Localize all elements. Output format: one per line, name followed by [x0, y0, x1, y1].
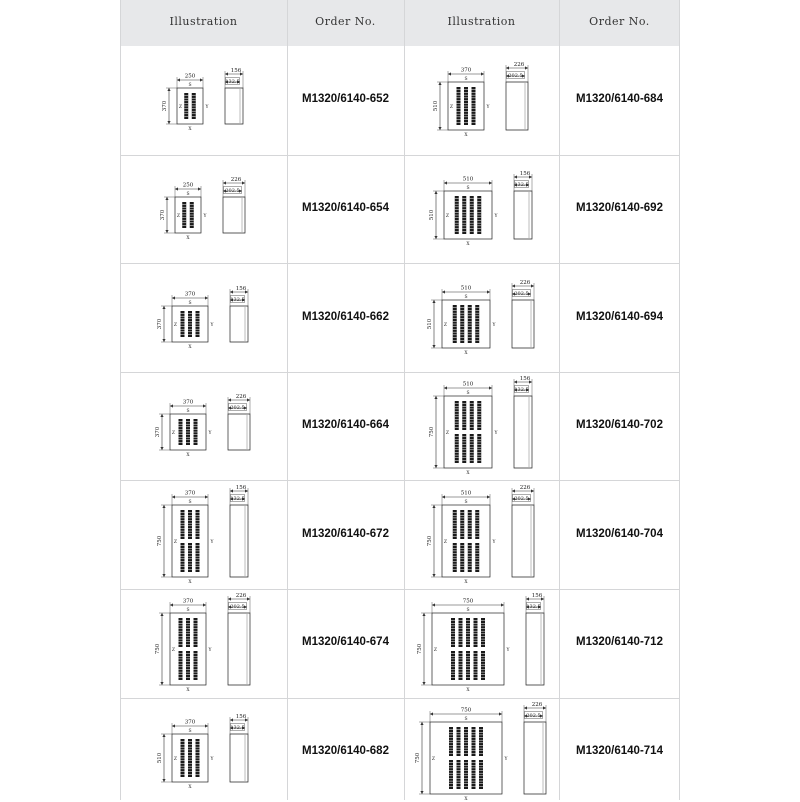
width-dimension: 510 — [460, 285, 471, 291]
depth-dimension: 226 — [531, 701, 542, 708]
front-view — [429, 382, 499, 477]
width-dimension: 250 — [184, 73, 195, 80]
enclosure-illustration — [407, 50, 557, 150]
breaker-module — [460, 543, 464, 572]
front-view — [427, 285, 497, 356]
order-number: M1320/6140-654 — [302, 202, 389, 214]
depth-dimension: 226 — [519, 484, 530, 491]
depth-dimension: 156 — [531, 593, 542, 600]
inner-depth-dimension: 132.5 — [229, 495, 245, 502]
enclosure-illustration — [129, 159, 279, 259]
front-view — [429, 176, 499, 247]
breaker-module — [467, 510, 471, 539]
face-label-right: Y — [492, 322, 495, 328]
face-label-right: Y — [504, 756, 507, 762]
front-view — [155, 400, 213, 459]
face-label-left: Z — [433, 648, 437, 654]
breaker-module — [464, 760, 468, 789]
header-illustration-1: Illustration — [169, 15, 238, 28]
column-divider — [120, 0, 121, 800]
enclosure-illustration — [129, 376, 279, 476]
height-dimension: 750 — [156, 535, 163, 546]
face-label-left: Z — [173, 539, 177, 545]
face-label-left: Z — [443, 539, 447, 545]
face-label-left: Z — [171, 431, 175, 437]
height-dimension: 510 — [432, 101, 439, 112]
depth-dimension: 226 — [235, 394, 246, 401]
breaker-module — [180, 543, 184, 572]
depth-dimension: 156 — [519, 376, 530, 383]
face-label-bottom: X — [187, 344, 192, 350]
face-label-left: Z — [431, 756, 435, 762]
order-number: M1320/6140-704 — [576, 528, 663, 540]
breaker-module — [477, 434, 481, 463]
front-view — [155, 599, 213, 694]
enclosure-illustration — [407, 376, 557, 476]
width-dimension: 250 — [182, 182, 193, 189]
enclosure-illustration — [407, 485, 557, 585]
face-label-left: Z — [443, 322, 447, 328]
face-label-bottom: X — [187, 127, 192, 133]
face-label-bottom: X — [463, 350, 468, 356]
face-label-left: Z — [173, 756, 177, 762]
face-label-left: Z — [171, 648, 175, 654]
face-label-bottom: X — [185, 235, 190, 241]
breaker-module — [180, 510, 184, 539]
height-dimension: 370 — [161, 101, 168, 112]
side-view — [514, 376, 532, 468]
face-label-right: Y — [486, 105, 489, 111]
breaker-module — [195, 543, 199, 572]
inner-depth-dimension: 202.5 — [224, 187, 240, 194]
face-label-right: Y — [494, 213, 497, 219]
breaker-module — [466, 618, 470, 647]
face-label-right: Y — [506, 648, 509, 654]
order-number: M1320/6140-712 — [576, 636, 663, 648]
front-view — [433, 68, 491, 139]
side-view — [514, 171, 532, 239]
face-label-top: S — [463, 716, 468, 722]
face-label-right: Y — [492, 539, 495, 545]
face-label-bottom: X — [465, 688, 470, 694]
width-dimension: 510 — [462, 381, 473, 388]
front-view — [417, 599, 511, 694]
order-number: M1320/6140-702 — [576, 419, 663, 431]
product-table — [120, 0, 680, 800]
face-label-top: S — [463, 77, 468, 83]
enclosure-illustration — [129, 702, 279, 802]
breaker-module — [456, 727, 460, 756]
side-view — [506, 62, 528, 130]
breaker-module — [458, 651, 462, 680]
depth-dimension: 156 — [235, 713, 246, 720]
width-dimension: 370 — [182, 399, 193, 406]
row-divider — [120, 155, 680, 156]
face-label-right: Y — [210, 756, 213, 762]
breaker-module — [452, 510, 456, 539]
height-dimension: 370 — [156, 318, 163, 329]
front-view — [160, 182, 208, 241]
enclosure-illustration — [407, 702, 557, 802]
depth-dimension: 156 — [519, 170, 530, 177]
width-dimension: 370 — [184, 719, 195, 726]
breaker-module — [475, 510, 479, 539]
width-dimension: 370 — [460, 67, 471, 74]
inner-depth-dimension: 132.5 — [513, 387, 529, 394]
depth-dimension: 156 — [235, 285, 246, 292]
breaker-module — [454, 401, 458, 430]
face-label-top: S — [465, 608, 470, 614]
breaker-module — [481, 651, 485, 680]
table-header — [120, 0, 680, 46]
breaker-module — [195, 510, 199, 539]
width-dimension: 370 — [182, 598, 193, 605]
face-label-right: Y — [205, 105, 208, 111]
breaker-module — [178, 618, 182, 647]
enclosure-illustration — [407, 593, 557, 693]
face-label-top: S — [187, 300, 192, 306]
side-view — [524, 702, 546, 794]
breaker-module — [449, 727, 453, 756]
breaker-module — [188, 510, 192, 539]
order-number: M1320/6140-692 — [576, 202, 663, 214]
order-number: M1320/6140-714 — [576, 745, 663, 757]
breaker-module — [479, 760, 483, 789]
order-number: M1320/6140-672 — [302, 528, 389, 540]
height-dimension: 750 — [154, 644, 161, 655]
face-label-left: Z — [445, 431, 449, 437]
front-view — [427, 490, 497, 585]
column-divider — [404, 0, 405, 800]
face-label-top: S — [187, 728, 192, 734]
face-label-left: Z — [449, 105, 453, 111]
inner-depth-dimension: 132.5 — [513, 181, 529, 188]
inner-depth-dimension: 202.5 — [229, 604, 245, 611]
row-divider — [120, 698, 680, 699]
height-dimension: 510 — [156, 752, 163, 764]
face-label-right: Y — [494, 431, 497, 437]
inner-depth-dimension: 132.5 — [224, 79, 240, 86]
face-label-right: Y — [208, 431, 211, 437]
side-view — [228, 394, 250, 450]
row-divider — [120, 263, 680, 264]
inner-depth-dimension: 202.5 — [525, 712, 541, 719]
face-label-left: Z — [445, 213, 449, 219]
face-label-left: Z — [176, 213, 180, 219]
depth-dimension: 226 — [230, 176, 241, 183]
inner-depth-dimension: 202.5 — [507, 73, 523, 80]
inner-depth-dimension: 202.5 — [513, 290, 529, 297]
side-view — [230, 286, 248, 342]
inner-depth-dimension: 132.5 — [525, 604, 541, 611]
height-dimension: 750 — [426, 535, 433, 546]
face-label-bottom: X — [187, 784, 192, 790]
height-dimension: 750 — [416, 644, 423, 655]
breaker-module — [449, 760, 453, 789]
face-label-right: Y — [210, 322, 213, 328]
face-label-right: Y — [208, 648, 211, 654]
face-label-top: S — [185, 409, 190, 415]
breaker-module — [477, 401, 481, 430]
header-order-no-1: Order No. — [315, 15, 376, 28]
side-view — [512, 280, 534, 348]
side-view — [230, 485, 248, 577]
face-label-top: S — [463, 499, 468, 505]
side-view — [526, 593, 544, 685]
order-number: M1320/6140-664 — [302, 419, 389, 431]
enclosure-illustration — [407, 268, 557, 368]
width-dimension: 370 — [184, 291, 195, 297]
height-dimension: 370 — [154, 426, 161, 438]
face-label-bottom: X — [463, 796, 468, 802]
face-label-right: Y — [210, 539, 213, 545]
header-order-no-2: Order No. — [589, 15, 650, 28]
face-label-left: Z — [173, 322, 177, 328]
depth-dimension: 156 — [230, 68, 241, 75]
inner-depth-dimension: 132.5 — [229, 296, 245, 303]
face-label-top: S — [465, 391, 470, 397]
face-label-left: Z — [178, 105, 182, 111]
breaker-module — [460, 510, 464, 539]
enclosure-illustration — [129, 593, 279, 693]
breaker-module — [451, 651, 455, 680]
inner-depth-dimension: 132.5 — [229, 724, 245, 731]
breaker-module — [178, 651, 182, 680]
breaker-module — [473, 618, 477, 647]
height-dimension: 750 — [428, 426, 435, 438]
breaker-module — [471, 760, 475, 789]
front-view — [157, 291, 215, 350]
order-number: M1320/6140-694 — [576, 311, 663, 323]
side-view — [512, 485, 534, 577]
front-view — [157, 490, 215, 585]
breaker-module — [467, 543, 471, 572]
enclosure-illustration — [129, 50, 279, 150]
front-view — [162, 74, 210, 133]
breaker-module — [469, 434, 473, 463]
breaker-module — [481, 618, 485, 647]
breaker-module — [471, 727, 475, 756]
face-label-bottom: X — [465, 241, 470, 247]
side-view — [225, 68, 243, 124]
depth-dimension: 226 — [519, 279, 530, 286]
enclosure-illustration — [129, 485, 279, 585]
face-label-top: S — [185, 608, 190, 614]
inner-depth-dimension: 202.5 — [513, 495, 529, 502]
side-view — [223, 177, 245, 233]
breaker-module — [186, 651, 190, 680]
breaker-module — [466, 651, 470, 680]
order-number: M1320/6140-674 — [302, 636, 389, 648]
face-label-bottom: X — [185, 688, 190, 694]
depth-dimension: 226 — [513, 62, 524, 69]
column-divider — [679, 0, 680, 800]
breaker-module — [451, 618, 455, 647]
inner-depth-dimension: 202.5 — [229, 405, 245, 412]
depth-dimension: 156 — [235, 484, 246, 491]
face-label-bottom: X — [187, 579, 192, 585]
column-divider — [559, 0, 560, 800]
breaker-module — [479, 727, 483, 756]
width-dimension: 510 — [460, 490, 471, 497]
face-label-bottom: X — [463, 133, 468, 139]
breaker-module — [469, 401, 473, 430]
width-dimension: 750 — [462, 598, 473, 605]
side-view — [228, 593, 250, 685]
height-dimension: 510 — [426, 318, 433, 329]
enclosure-illustration — [407, 159, 557, 259]
breaker-module — [462, 434, 466, 463]
order-number: M1320/6140-682 — [302, 745, 389, 757]
breaker-module — [456, 760, 460, 789]
breaker-module — [464, 727, 468, 756]
row-divider — [120, 372, 680, 373]
order-number: M1320/6140-684 — [576, 93, 663, 105]
enclosure-illustration — [129, 268, 279, 368]
face-label-bottom: X — [465, 471, 470, 477]
header-illustration-2: Illustration — [447, 15, 516, 28]
height-dimension: 750 — [414, 752, 421, 764]
breaker-module — [462, 401, 466, 430]
row-divider — [120, 589, 680, 590]
face-label-top: S — [187, 499, 192, 505]
face-label-top: S — [465, 185, 470, 191]
face-label-top: S — [187, 83, 192, 89]
breaker-module — [473, 651, 477, 680]
face-label-bottom: X — [463, 579, 468, 585]
depth-dimension: 226 — [235, 593, 246, 600]
front-view — [157, 719, 215, 790]
column-divider — [287, 0, 288, 800]
breaker-module — [186, 618, 190, 647]
width-dimension: 370 — [184, 490, 195, 497]
height-dimension: 510 — [428, 209, 435, 221]
side-view — [230, 714, 248, 782]
face-label-top: S — [185, 191, 190, 197]
face-label-right: Y — [203, 213, 206, 219]
front-view — [415, 707, 509, 802]
row-divider — [120, 480, 680, 481]
order-number: M1320/6140-662 — [302, 311, 389, 323]
order-number: M1320/6140-652 — [302, 93, 389, 105]
face-label-bottom: X — [185, 453, 190, 459]
face-label-top: S — [463, 294, 468, 300]
height-dimension: 370 — [159, 209, 166, 221]
breaker-module — [188, 543, 192, 572]
width-dimension: 750 — [460, 707, 471, 714]
breaker-module — [193, 651, 197, 680]
width-dimension: 510 — [462, 176, 473, 183]
breaker-module — [458, 618, 462, 647]
breaker-module — [193, 618, 197, 647]
breaker-module — [452, 543, 456, 572]
breaker-module — [454, 434, 458, 463]
breaker-module — [475, 543, 479, 572]
